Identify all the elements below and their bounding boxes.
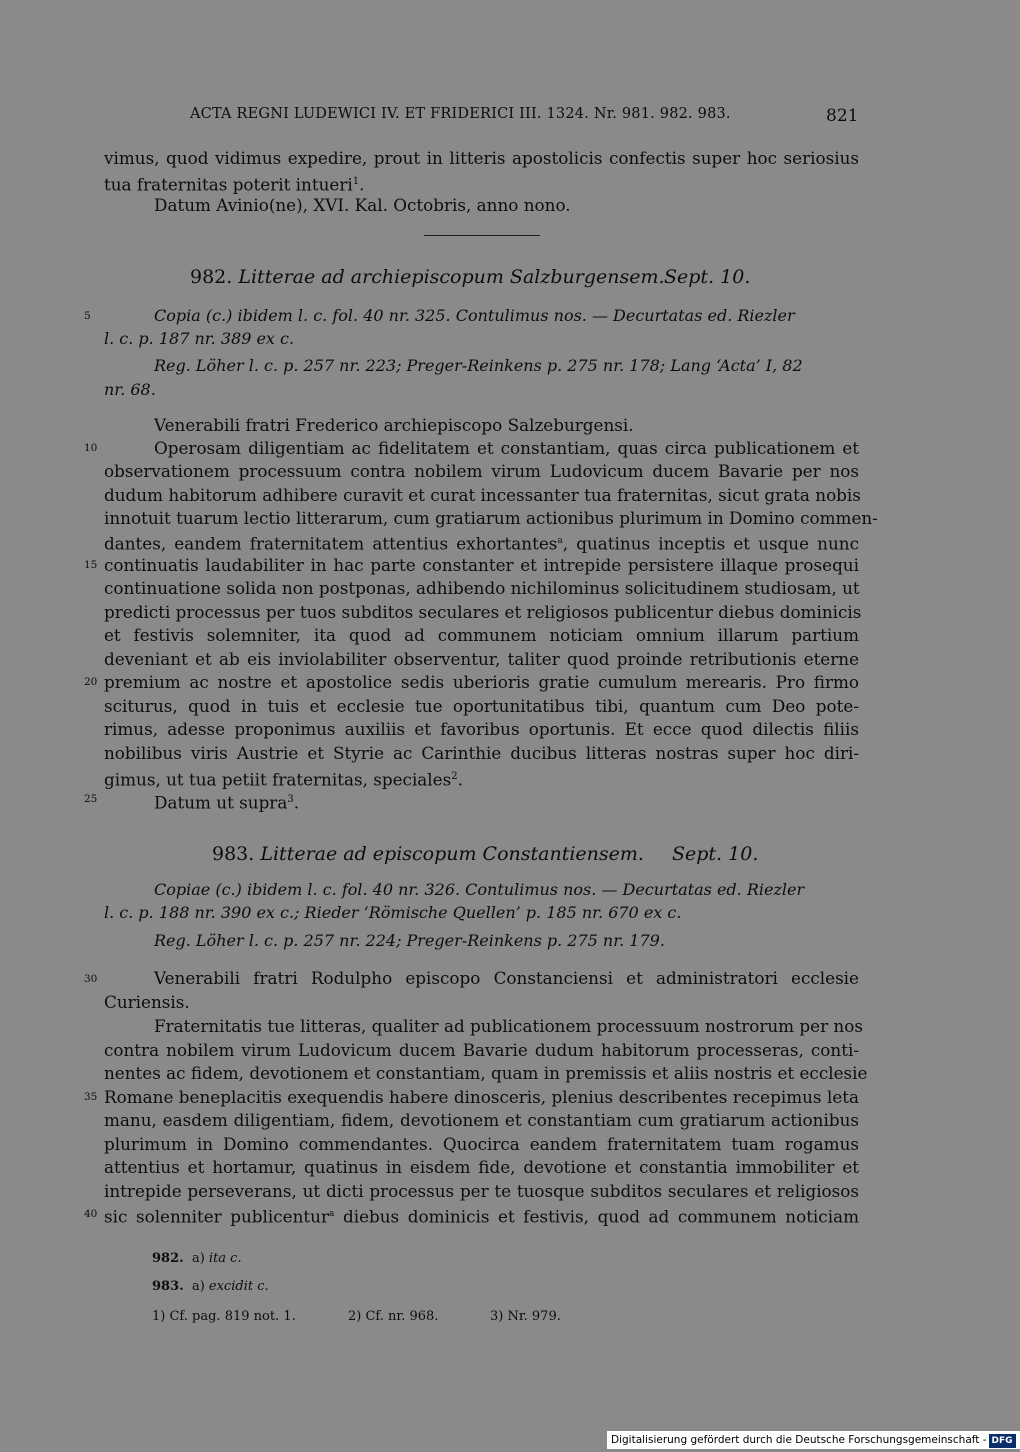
text-line: continuatione solida non postponas, adhibendo nichilominus solicitudinem studiosam, ut [104,578,860,598]
text-line: continuatis laudabiliter in hac parte constanter et intrepide persistere illaque prosequi [104,555,859,575]
text-line: nentes ac fidem, devotionem et constantiam, quam in premissis et aliis nostris et ecclesie [104,1063,868,1083]
text-line: rimus, adesse proponimus auxiliis et favoribus oportunis. Et ecce quod dilectis filiis [104,719,859,739]
footnote-2: 2) Cf. nr. 968. [348,1309,439,1324]
regest-line: Reg. Löher l. c. p. 257 nr. 223; Preger-Reinkens p. 275 nr. 178; Lang ‘Acta’ I, 82 [154,356,803,375]
text-line: Romane beneplacitis exequendis habere dinosceris, plenius describentes recepimus leta [104,1087,859,1107]
regest-line: nr. 68. [104,380,156,399]
regest-line: Reg. Löher l. c. p. 257 nr. 224; Preger-Reinkens p. 275 nr. 179. [154,931,665,950]
text-line: premium ac nostre et apostolice sedis uberioris gratie cumulum merearis. Pro firmo [104,672,859,692]
copia-line: l. c. p. 188 nr. 390 ex c.; Rieder ‘Römische Quellen’ p. 185 nr. 670 ex c. [104,903,682,922]
line-number: 30 [84,973,98,985]
text-line: innotuit tuarum lectio litterarum, cum gratiarum actionibus plurimum in Domino commen- [104,508,878,528]
address-982: Venerabili fratri Frederico archiepiscopo Salzeburgensi. [154,415,634,435]
address-983: Venerabili fratri Rodulpho episcopo Constanciensi et administratori ecclesie [154,968,859,988]
text-line: Operosam diligentiam ac fidelitatem et constantiam, quas circa publicationem et [154,438,859,458]
line-number: 35 [84,1091,98,1103]
text-line: vimus, quod vidimus expedire, prout in litteris apostolicis confectis super hoc seriosius [104,148,859,168]
footnote-983: 983. a) excidit c. [152,1279,269,1294]
line-number: 10 [84,442,98,454]
text-line: sic solenniter publicentur$^a$ diebus dominicis et festivis, quod ad communem noticiam [104,1206,859,1227]
section-divider [424,235,540,236]
footnote-3: 3) Nr. 979. [490,1309,561,1324]
text-line: Fraternitatis tue litteras, qualiter ad publicationem processuum nostrorum per nos [154,1016,863,1036]
footnote-1: 1) Cf. pag. 819 not. 1. [152,1309,296,1324]
address-983-cont: Curiensis. [104,992,190,1012]
text-line: predicti processus per tuos subditos seculares et religiosos publicentur diebus dominicis [104,602,862,622]
line-number: 5 [84,310,91,322]
page-number: 821 [826,106,859,126]
running-title: ACTA REGNI LUDEWICI IV. ET FRIDERICI III. 1324. Nr. 981. 982. 983. [190,106,731,122]
text-line: gimus, ut tua petiit fraternitas, speciales$^2$. [104,769,463,790]
text-line: intrepide perseverans, ut dicti processus per te tuosque subditos seculares et religiosos [104,1181,859,1201]
text-line: Datum ut supra$^3$. [154,792,300,813]
text-line: sciturus, quod in tuis et ecclesie tue oportunitatibus tibi, quantum cum Deo pote- [104,696,859,716]
footnote-982: 982. a) ita c. [152,1251,242,1266]
copia-line: l. c. p. 187 nr. 389 ex c. [104,329,295,348]
document-title-982: 982. Litterae ad archiepiscopum Salzburgensem. [190,266,665,288]
line-number: 25 [84,793,98,805]
dfg-logo: DFG [989,1434,1016,1448]
text-line: nobilibus viris Austrie et Styrie ac Carinthie ducibus litteras nostras super hoc diri- [104,743,859,763]
line-number: 40 [84,1208,98,1220]
copia-line: Copia (c.) ibidem l. c. fol. 40 nr. 325. Contulimus nos. — Decurtatas ed. Riezler [154,306,795,325]
text-line: deveniant et ab eis inviolabiliter observentur, taliter quod proinde retributionis eterne [104,649,859,669]
text-line: Datum Avinio(ne), XVI. Kal. Octobris, anno nono. [154,195,571,215]
document-date-983: Sept. 10. [672,843,759,865]
text-line: tua fraternitas poterit intueri$^1$. [104,174,365,195]
line-number: 20 [84,676,98,688]
text-line: attentius et hortamur, quatinus in eisdem fide, devotione et constantia immobiliter et [104,1157,859,1177]
text-line: observationem processuum contra nobilem virum Ludovicum ducem Bavarie per nos [104,461,859,481]
text-line: plurimum in Domino commendantes. Quocirca eandem fraternitatem tuam rogamus [104,1134,859,1154]
text-line: dudum habitorum adhibere curavit et curat incessanter tua fraternitas, sicut grata nobis [104,485,861,505]
funding-banner: Digitalisierung gefördert durch die Deutsche Forschungsgemeinschaft - DFG [607,1431,1020,1449]
text-line: dantes, eandem fraternitatem attentius exhortantes$^a$, quatinus inceptis et usque nunc [104,533,859,554]
document-date-982: Sept. 10. [664,266,751,288]
text-line: contra nobilem virum Ludovicum ducem Bavarie dudum habitorum processeras, conti- [104,1040,859,1060]
copia-line: Copiae (c.) ibidem l. c. fol. 40 nr. 326. Contulimus nos. — Decurtatas ed. Riezler [154,880,805,899]
text-line: et festivis solemniter, ita quod ad communem noticiam omnium illarum partium [104,625,859,645]
text-line: manu, easdem diligentiam, fidem, devotionem et constantiam cum gratiarum actionibus [104,1110,859,1130]
document-title-983: 983. Litterae ad episcopum Constantiensem. [212,843,644,865]
line-number: 15 [84,559,98,571]
